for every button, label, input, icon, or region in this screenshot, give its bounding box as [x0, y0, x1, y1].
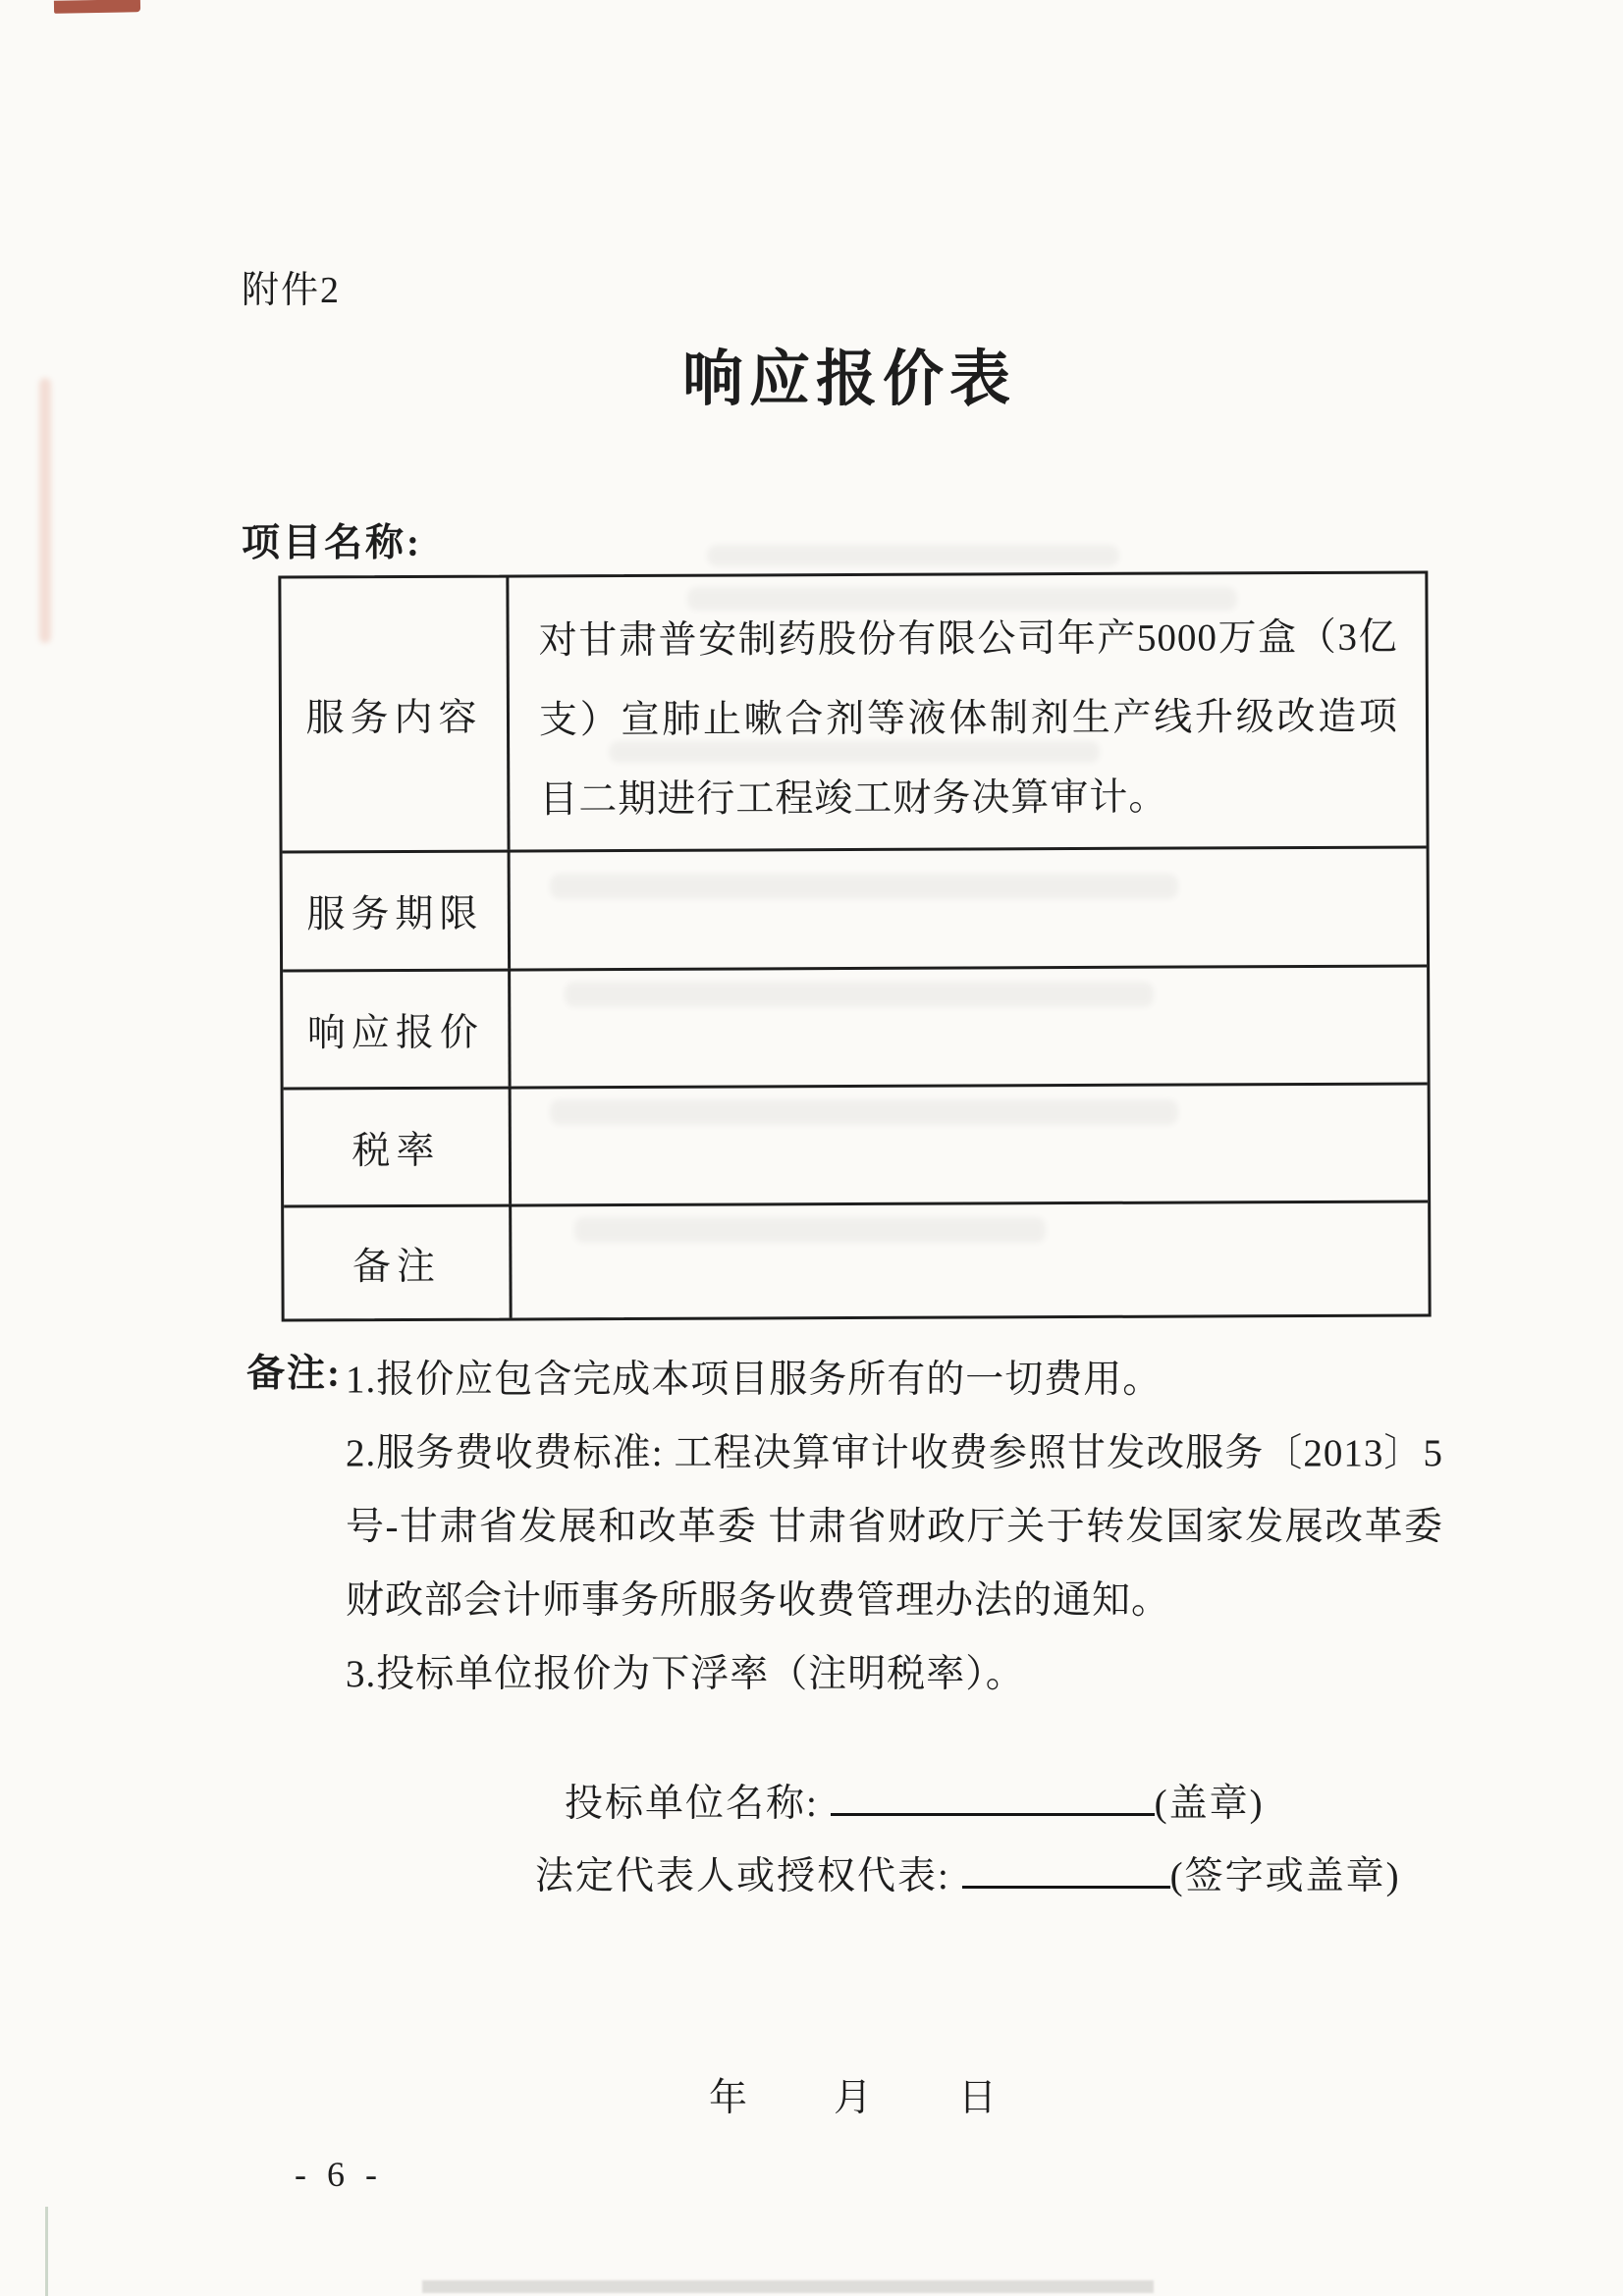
- row-value-response-quote: [511, 967, 1428, 1086]
- representative-blank: [962, 1852, 1170, 1889]
- notes-label: 备注:: [246, 1353, 342, 1395]
- paper-edge-line: [45, 2207, 48, 2296]
- row-value-service-period: [511, 848, 1428, 968]
- row-label-remarks: 备注: [284, 1207, 512, 1319]
- bleed-through-smudge: [707, 545, 1119, 566]
- table-row-response-quote: [283, 964, 1428, 1087]
- date-month-label: 月: [834, 2077, 873, 2119]
- representative-signature-line: [535, 1845, 1401, 1900]
- row-label-tax-rate: 税率: [284, 1090, 513, 1205]
- red-ink-edge-mark: [54, 0, 140, 14]
- row-label-service-content: 服务内容: [281, 578, 510, 851]
- red-smudge-artifact: [39, 378, 51, 643]
- table-row-service-content: [281, 573, 1426, 850]
- row-value-remarks: [512, 1202, 1428, 1317]
- notes-list: [346, 1343, 1443, 1711]
- attachment-label: 附件2: [242, 270, 342, 311]
- representative-label: 法定代表人或授权代表:: [535, 1855, 950, 1897]
- quotation-table: [278, 570, 1431, 1321]
- note-item-1: 1.报价应包含完成本项目服务所有的一切费用。: [346, 1359, 1163, 1401]
- note-item-3: 3.投标单位报价为下浮率（注明税率）。: [346, 1653, 1025, 1695]
- table-row-tax-rate: [284, 1082, 1429, 1204]
- date-day-label: 日: [958, 2077, 998, 2119]
- bidder-seal-hint: (盖章): [1154, 1783, 1265, 1825]
- note-item-2: 2.服务费收费标准: 工程决算审计收费参照甘发改服务〔2013〕5号-甘肃省发展和改革委 甘肃省财政厅关于转发国家发展改革委财政部会计师事务所服务收费管理办法的通知。: [346, 1432, 1443, 1622]
- date-line: [709, 2067, 997, 2122]
- bidder-name-blank: [831, 1780, 1155, 1816]
- bidder-name-label: 投标单位名称:: [565, 1783, 819, 1825]
- page-number: - 6 -: [295, 2155, 383, 2194]
- row-value-tax-rate: [512, 1085, 1429, 1203]
- table-row-service-period: [283, 845, 1428, 969]
- date-year-label: 年: [709, 2077, 748, 2119]
- row-label-response-quote: 响应报价: [283, 972, 512, 1088]
- row-value-service-content: 对甘肃普安制药股份有限公司年产5000万盒（3亿支）宣肺止嗽合剂等液体制剂生产线升级改造项目二期进行工程竣工财务决算审计。: [538, 615, 1399, 822]
- scanner-shadow-strip: [422, 2280, 1154, 2293]
- representative-seal-hint: (签字或盖章): [1169, 1855, 1401, 1897]
- bidder-signature-line: [565, 1773, 1265, 1828]
- row-label-service-period: 服务期限: [283, 853, 512, 970]
- project-name-label: 项目名称:: [242, 522, 422, 564]
- table-row-remarks: [284, 1200, 1428, 1318]
- document-title: 响应报价表: [681, 347, 1016, 413]
